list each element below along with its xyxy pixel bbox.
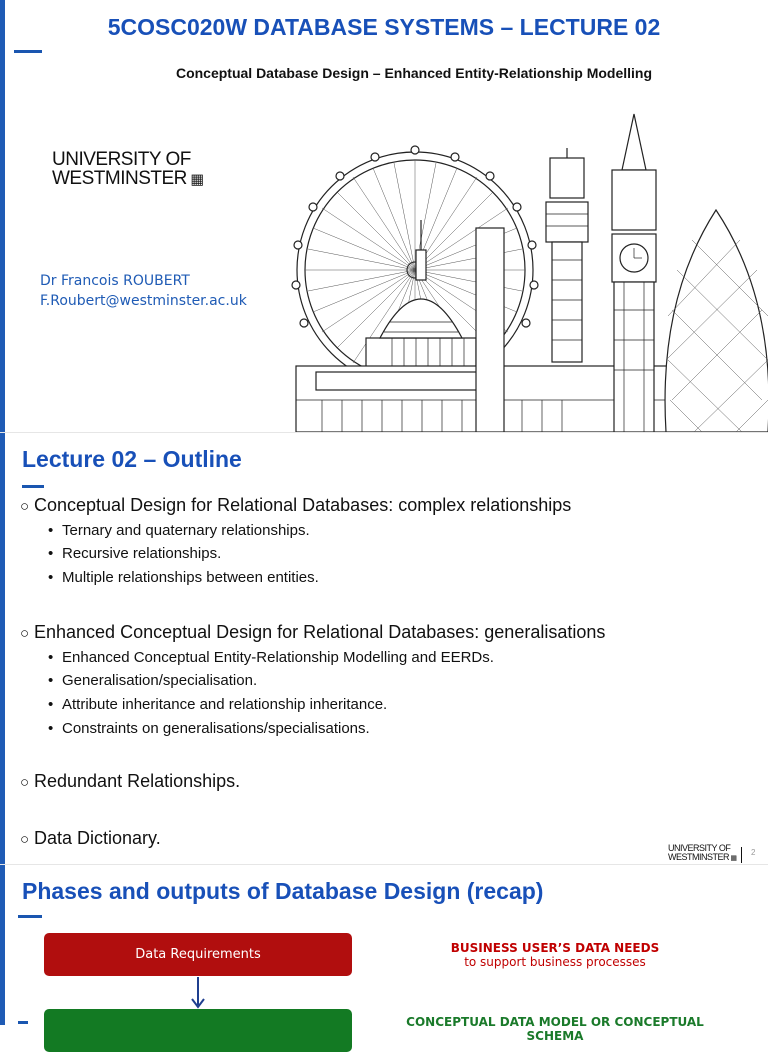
- big-ben-icon: [612, 114, 656, 432]
- logo-line-1: UNIVERSITY OF: [52, 149, 191, 170]
- chimney-tower-icon: [476, 228, 504, 432]
- author-email[interactable]: F.Roubert@westminster.ac.uk: [40, 293, 247, 309]
- business-needs-note: [440, 941, 670, 969]
- author-block: [40, 271, 247, 311]
- data-requirements-box: Data Requirements: [44, 933, 352, 976]
- logo-line-2: WESTMINSTER ▦: [52, 168, 204, 189]
- note-heading: CONCEPTUAL DATA MODEL OR CONCEPTUAL SCHEMA: [406, 1015, 704, 1043]
- gherkin-icon: [665, 210, 768, 432]
- outline-subitem: • Enhanced Conceptual Entity-Relationship Modelling and EERDs.: [48, 649, 494, 666]
- logo-line-1: UNIVERSITY OF: [668, 843, 731, 853]
- down-arrow-icon: [190, 977, 206, 1009]
- title-slide: [0, 0, 768, 432]
- logo-line-2: WESTMINSTER ▦: [668, 852, 737, 862]
- outline-subitem: • Multiple relationships between entities.: [48, 569, 319, 586]
- london-skyline-illustration: [292, 110, 768, 432]
- footer-divider: [741, 847, 742, 863]
- phases-slide: [0, 864, 768, 1043]
- accent-dash: [14, 50, 42, 53]
- slide-title: Lecture 02 – Outline: [22, 446, 242, 472]
- accent-dash: [22, 485, 44, 488]
- outline-subitem: • Attribute inheritance and relationship inheritance.: [48, 696, 388, 713]
- author-name: Dr Francois ROUBERT: [40, 273, 190, 289]
- note-subtext: to support business processes: [464, 955, 646, 969]
- conceptual-model-box: [44, 1009, 352, 1052]
- bt-tower-icon: [546, 148, 588, 362]
- page-number: 2: [751, 848, 756, 857]
- outline-item: ○ Redundant Relationships.: [20, 771, 241, 791]
- slide-title: Phases and outputs of Database Design (recap): [22, 878, 544, 904]
- conceptual-schema-note: [380, 1015, 730, 1043]
- university-logo: [52, 150, 203, 188]
- slide-edge-bar: [0, 433, 5, 865]
- outline-slide: [0, 432, 768, 865]
- outline-subitem: • Constraints on generalisations/specialisations.: [48, 720, 370, 737]
- outline-subitem: • Recursive relationships.: [48, 545, 222, 562]
- outline-item: ○ Enhanced Conceptual Design for Relational Databases: generalisations: [20, 622, 606, 642]
- accent-dash: [18, 915, 42, 918]
- slide-edge-bar: [0, 0, 5, 432]
- outline-subitem: • Ternary and quaternary relationships.: [48, 522, 310, 539]
- slide-edge-bar: [0, 865, 5, 1025]
- outline-item: ○ Data Dictionary.: [20, 828, 161, 848]
- outline-item: ○ Conceptual Design for Relational Databases: complex relationships: [20, 495, 572, 515]
- note-heading: BUSINESS USER’S DATA NEEDS: [450, 941, 660, 955]
- dome-icon: [366, 220, 476, 368]
- university-logo-small: [668, 844, 736, 863]
- lecture-title: 5COSC020W DATABASE SYSTEMS – LECTURE 02: [107, 14, 661, 40]
- accent-dash: [18, 1021, 28, 1024]
- lecture-subtitle: Conceptual Database Design – Enhanced Entity-Relationship Modelling: [175, 65, 653, 81]
- outline-subitem: • Generalisation/specialisation.: [48, 672, 258, 689]
